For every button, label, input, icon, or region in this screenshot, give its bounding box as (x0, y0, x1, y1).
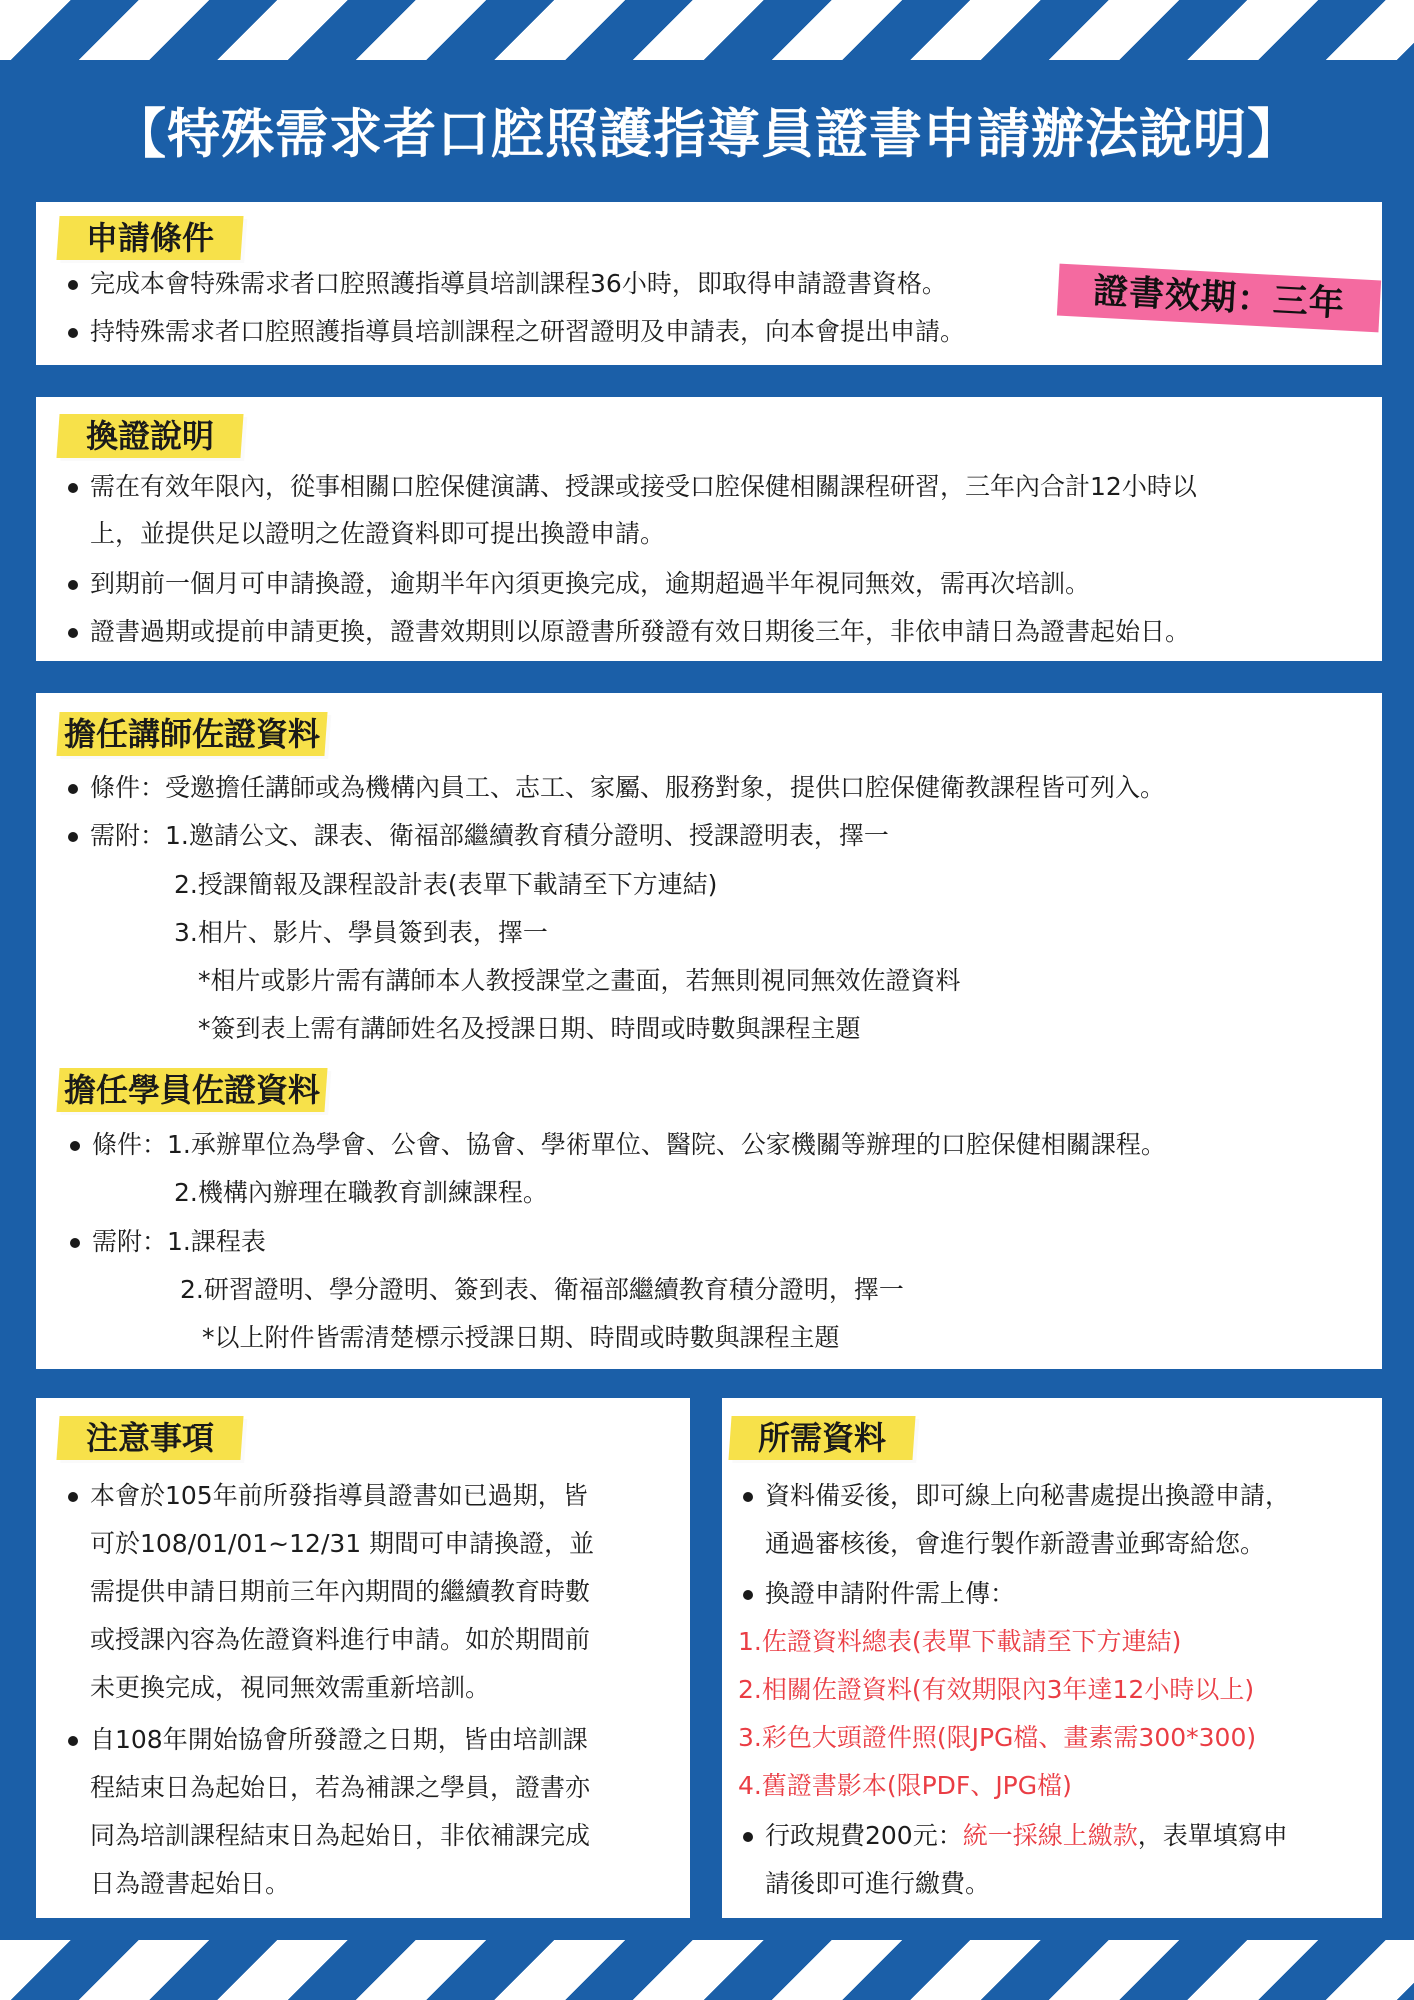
required-materials-heading: 所需資料 (728, 1416, 915, 1460)
attachment-line: 2.授課簡報及課程設計表(表單下載請至下方連結) (174, 870, 718, 899)
required-file-item: 1.佐證資料總表(表單下載請至下方連結) (738, 1627, 1182, 1656)
trainee-evidence-heading: 擔任學員佐證資料 (56, 1068, 327, 1112)
application-conditions-heading: 申請條件 (56, 216, 243, 260)
list-item-continued: 可於108/01/01~12/31 期間可申請換證，並 (90, 1529, 595, 1558)
fee-payment-method: 統一採線上繳款 (962, 1821, 1138, 1850)
note-line: *以上附件皆需清楚標示授課日期、時間或時數與課程主題 (202, 1323, 840, 1352)
attachment-line: 需附：1.邀請公文、課表、衛福部繼續教育積分證明、授課證明表，擇一 (90, 818, 889, 854)
list-item-continued: 同為培訓課程結束日為起始日，非依補課完成 (90, 1821, 591, 1850)
list-item: 到期前一個月可申請換證，逾期半年內須更換完成，逾期超過半年視同無效，需再次培訓。 (90, 566, 1090, 602)
list-item: 持特殊需求者口腔照護指導員培訓課程之研習證明及申請表，向本會提出申請。 (90, 314, 965, 350)
attachment-line: 3.相片、影片、學員簽到表，擇一 (174, 918, 548, 947)
attachment-line: 需附：1.課程表 (92, 1224, 266, 1260)
required-file-item: 4.舊證書影本(限PDF、JPG檔) (738, 1771, 1072, 1800)
required-file-item: 2.相關佐證資料(有效期限內3年達12小時以上) (738, 1675, 1255, 1704)
note-line: *相片或影片需有講師本人教授課堂之畫面，若無則視同無效佐證資料 (198, 966, 961, 995)
list-item-continued: 未更換完成，視同無效需重新培訓。 (90, 1673, 491, 1702)
validity-badge: 證書效期：三年 (1057, 264, 1381, 333)
list-item-continued: 通過審核後，會進行製作新證書並郵寄給您。 (765, 1529, 1266, 1558)
list-item: 換證申請附件需上傳： (765, 1576, 1015, 1612)
list-item: 本會於105年前所發指導員證書如已過期，皆 (90, 1478, 588, 1514)
fee-line-continued: 請後即可進行繳費。 (765, 1869, 991, 1898)
attachment-line: 2.研習證明、學分證明、簽到表、衛福部繼續教育積分證明，擇一 (180, 1275, 904, 1304)
condition-line: 條件：1.承辦單位為學會、公會、協會、學術單位、醫院、公家機關等辦理的口腔保健相關課程。 (92, 1127, 1166, 1163)
notes-heading: 注意事項 (56, 1416, 243, 1460)
list-item: 證書過期或提前申請更換，證書效期則以原證書所發證有效日期後三年，非依申請日為證書起始日。 (90, 614, 1190, 650)
list-item: 完成本會特殊需求者口腔照護指導員培訓課程36小時，即取得申請證書資格。 (90, 266, 947, 302)
list-item-continued: 或授課內容為佐證資料進行申請。如於期間前 (90, 1625, 591, 1654)
list-item-continued: 日為證書起始日。 (90, 1869, 291, 1898)
list-item-continued: 程結束日為起始日，若為補課之學員，證書亦 (90, 1773, 591, 1802)
list-item: 自108年開始協會所發證之日期，皆由培訓課 (90, 1722, 588, 1758)
page-title: 【特殊需求者口腔照護指導員證書申請辦法說明】 (113, 104, 1301, 165)
list-item: 需在有效年限內，從事相關口腔保健演講、授課或接受口腔保健相關課程研習，三年內合計12小時以 (90, 469, 1197, 505)
fee-suffix: ，表單填寫申 (1137, 1821, 1288, 1850)
renewal-heading: 換證說明 (56, 414, 243, 458)
condition-line: 條件：受邀擔任講師或為機構內員工、志工、家屬、服務對象，提供口腔保健衛教課程皆可列入。 (90, 770, 1165, 806)
bottom-stripe-border (0, 1940, 1414, 2000)
note-line: *簽到表上需有講師姓名及授課日期、時間或時數與課程主題 (198, 1014, 861, 1043)
list-item-continued: 需提供申請日期前三年內期間的繼續教育時數 (90, 1577, 591, 1606)
top-stripe-border (0, 0, 1414, 60)
fee-line (765, 1818, 1288, 1854)
list-item: 資料備妥後，即可線上向秘書處提出換證申請， (765, 1478, 1290, 1514)
lecturer-evidence-heading: 擔任講師佐證資料 (56, 712, 327, 756)
condition-line: 2.機構內辦理在職教育訓練課程。 (174, 1178, 548, 1207)
list-item-continued: 上，並提供足以證明之佐證資料即可提出換證申請。 (90, 519, 666, 548)
required-file-item: 3.彩色大頭證件照(限JPG檔、畫素需300*300) (738, 1723, 1257, 1752)
fee-prefix: 行政規費200元： (765, 1821, 963, 1850)
